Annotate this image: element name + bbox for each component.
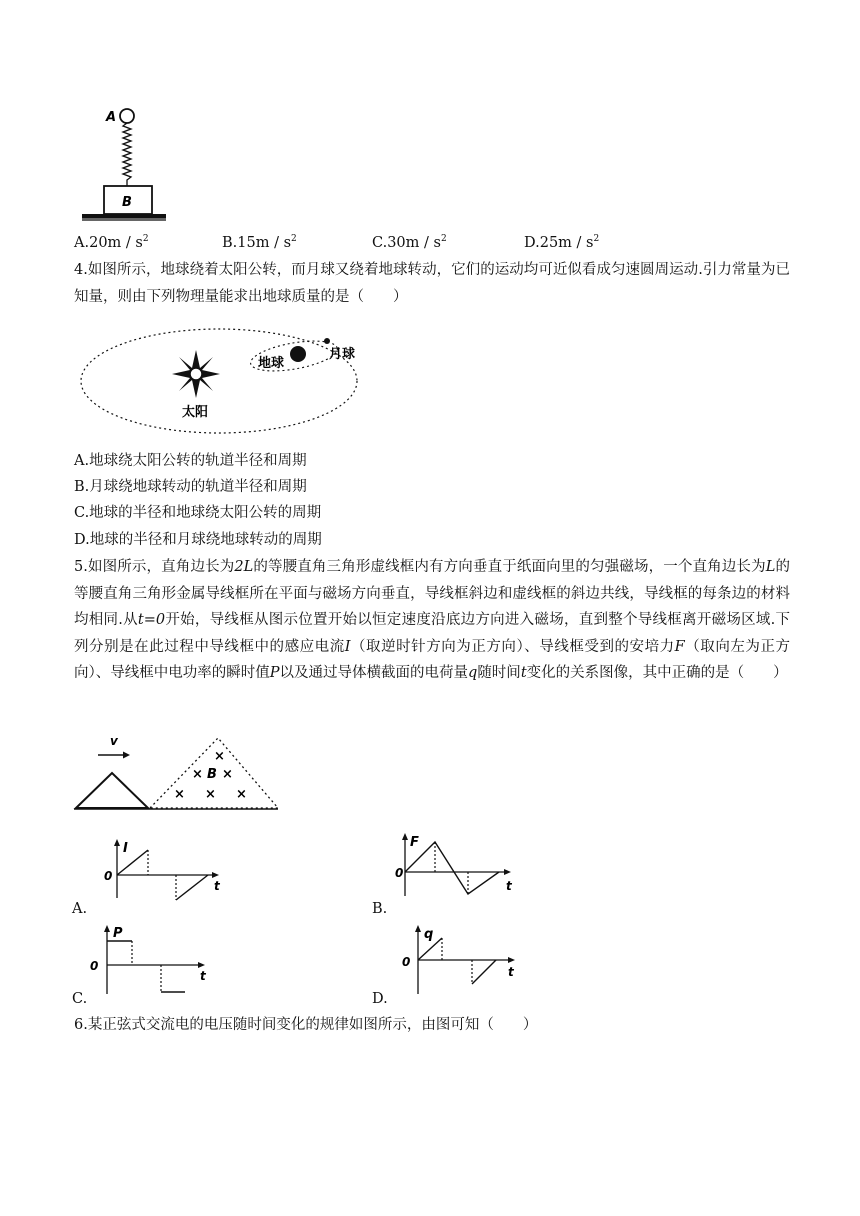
sun-label: 太阳 <box>182 405 209 420</box>
graph-option-b[interactable]: B. <box>372 901 388 917</box>
x-arrow-icon <box>504 869 511 875</box>
origin-label: 0 <box>395 866 404 880</box>
t-axis-label: t <box>200 969 206 983</box>
graph-option-d[interactable]: D. <box>372 991 388 1007</box>
label-b: B <box>122 195 132 210</box>
q4-option-a[interactable]: A.地球绕太阳公转的轨道半径和周期 <box>74 453 307 469</box>
q4-option-c[interactable]: C.地球的半径和地球绕太阳公转的周期 <box>74 505 322 521</box>
t-axis-label: t <box>506 879 512 893</box>
earth-label: 地球 <box>258 356 285 371</box>
y-arrow-icon <box>402 833 408 840</box>
graph-option-a[interactable]: A. <box>72 901 88 917</box>
graph-b-f-t <box>395 832 528 898</box>
force-curve <box>405 842 499 894</box>
cross-mark: × <box>192 767 203 782</box>
cross-mark: × <box>236 787 247 802</box>
x-arrow-icon <box>198 962 205 968</box>
earth-orbit <box>81 329 357 433</box>
x-arrow-icon <box>212 872 219 878</box>
origin-label: 0 <box>90 959 99 973</box>
q3-option-c[interactable]: $C.30m / s^2$ <box>372 234 447 251</box>
orbit-figure <box>76 324 372 440</box>
t-axis-label: t <box>508 965 514 979</box>
velocity-arrow-icon <box>123 752 130 759</box>
cross-mark: × <box>174 787 185 802</box>
q6-stem: 6.某正弦式交流电的电压随时间变化的规律如图所示，由图可知（ ） <box>74 1017 538 1033</box>
origin-label: 0 <box>402 955 411 969</box>
graph-a-i-t <box>100 838 230 902</box>
moon-icon <box>324 338 330 344</box>
graph-option-c[interactable]: C. <box>72 991 88 1007</box>
cross-mark: × <box>205 787 216 802</box>
y-arrow-icon <box>104 925 110 932</box>
ball-a <box>120 109 134 123</box>
y-axis-label: I <box>123 841 128 856</box>
y-axis-label: P <box>113 926 123 941</box>
velocity-label: v <box>110 734 118 748</box>
q3-option-d[interactable]: $D.25m / s^2$ <box>524 234 600 251</box>
label-a: A <box>106 110 117 125</box>
x-arrow-icon <box>508 957 515 963</box>
current-curve-positive <box>117 850 148 875</box>
q4-stem: 4.如图所示，地球绕着太阳公转，而月球又绕着地球转动，它们的运动均可近似看成匀速圆周运动.引力常量为已知量，则由下列物理量能求出地球质量的是（ ） <box>74 262 790 305</box>
y-axis-label: F <box>410 835 419 850</box>
origin-label: 0 <box>104 869 113 883</box>
q5-stem: 5.如图所示，直角边长为2L的等腰直角三角形虚线框内有方向垂直于纸面向里的匀强磁场，一个直角边长为L的等腰直角三角形金属导线框所在平面与磁场方向垂直，导线框斜边和虚线框的斜边共线，导线框的每条边的材料均相同.从t=0开始，导线框从图示位置开始以恒定速度沿底边方向进入磁场，直到整个导线框离开磁场区域.下列分别是在此过程中导线框中的感应电流I（取逆时针方向为正方向）、导线框受到的安培力F（取向左为正方向）、导线框中电功率的瞬时值P以及通过导体横截面的电荷量q随时间t变化的关系图像，其中正确的是（ ） <box>74 559 791 681</box>
q4-option-b[interactable]: B.月球绕地球转动的轨道半径和周期 <box>74 479 307 495</box>
sun-icon <box>172 350 220 398</box>
triangle-field-figure <box>72 730 284 812</box>
q3-option-b[interactable]: $B.15m / s^2$ <box>222 234 297 251</box>
moon-label: 月球 <box>329 347 356 362</box>
graph-c-p-t <box>88 924 218 996</box>
graph-d-q-t <box>398 924 528 996</box>
cross-mark: × <box>222 767 233 782</box>
wire-frame-triangle <box>76 773 148 808</box>
charge-curve-negative <box>472 960 496 984</box>
q4-option-d[interactable]: D.地球的半径和月球绕地球转动的周期 <box>74 532 322 548</box>
cross-mark: × <box>214 749 225 764</box>
q3-option-a[interactable]: $A.20m / s^2$ <box>74 234 149 251</box>
y-arrow-icon <box>114 839 120 846</box>
ground <box>82 214 166 218</box>
field-label: B <box>207 767 217 782</box>
y-axis-label: q <box>424 927 434 942</box>
earth-icon <box>290 346 306 362</box>
spring-block-figure <box>78 100 170 225</box>
current-curve-negative <box>176 875 208 900</box>
spring <box>123 123 131 186</box>
t-axis-label: t <box>214 879 220 893</box>
y-arrow-icon <box>415 925 421 932</box>
